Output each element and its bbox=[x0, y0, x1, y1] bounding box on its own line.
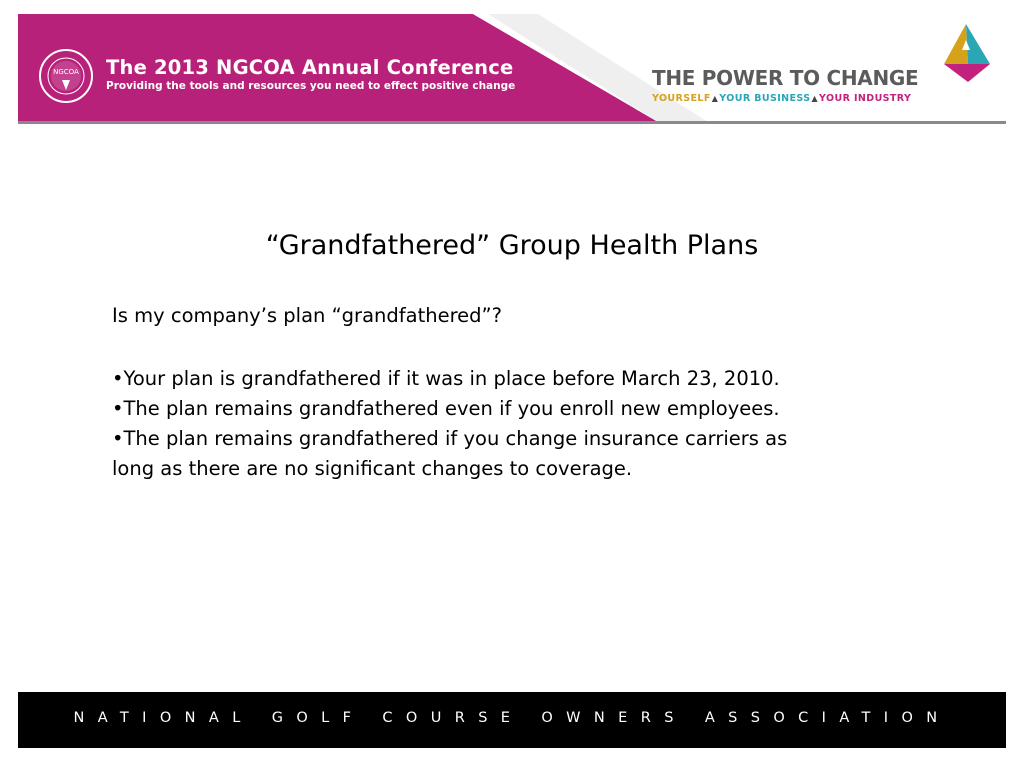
slide-title: “Grandfathered” Group Health Plans bbox=[265, 230, 759, 261]
power-to-change-title: THE POWER TO CHANGE bbox=[652, 66, 919, 90]
power-tagline bbox=[652, 93, 911, 104]
tagline-yourself: YOURSELF bbox=[652, 93, 711, 104]
conference-subtitle: Providing the tools and resources you need to effect positive change bbox=[106, 80, 516, 92]
bullet-item: •The plan remains grandfathered if you change insurance carriers as bbox=[112, 427, 788, 450]
bullet-item: •The plan remains grandfathered even if you enroll new employees. bbox=[112, 397, 780, 420]
triangle-separator-icon: ▲ bbox=[811, 94, 819, 103]
tagline-industry: YOUR INDUSTRY bbox=[819, 93, 912, 104]
ngcoa-seal-logo bbox=[38, 34, 94, 118]
triangle-separator-icon: ▲ bbox=[711, 94, 719, 103]
header-banner bbox=[18, 14, 1006, 122]
slide-question: Is my company’s plan “grandfathered”? bbox=[112, 304, 502, 327]
slide-content bbox=[0, 124, 1024, 692]
bullet-item: •Your plan is grandfathered if it was in place before March 23, 2010. bbox=[112, 367, 780, 390]
tagline-business: YOUR BUSINESS bbox=[719, 93, 811, 104]
bullet-item-continuation: long as there are no significant changes to coverage. bbox=[112, 457, 633, 480]
footer-bar bbox=[18, 692, 1006, 748]
conference-title: The 2013 NGCOA Annual Conference bbox=[106, 56, 514, 79]
footer-association-name: NATIONAL GOLF COURSE OWNERS ASSOCIATION bbox=[73, 710, 951, 726]
bullet-list bbox=[112, 364, 912, 484]
power-triangle-logo bbox=[938, 20, 1002, 98]
svg-text:NGCOA: NGCOA bbox=[53, 68, 79, 76]
